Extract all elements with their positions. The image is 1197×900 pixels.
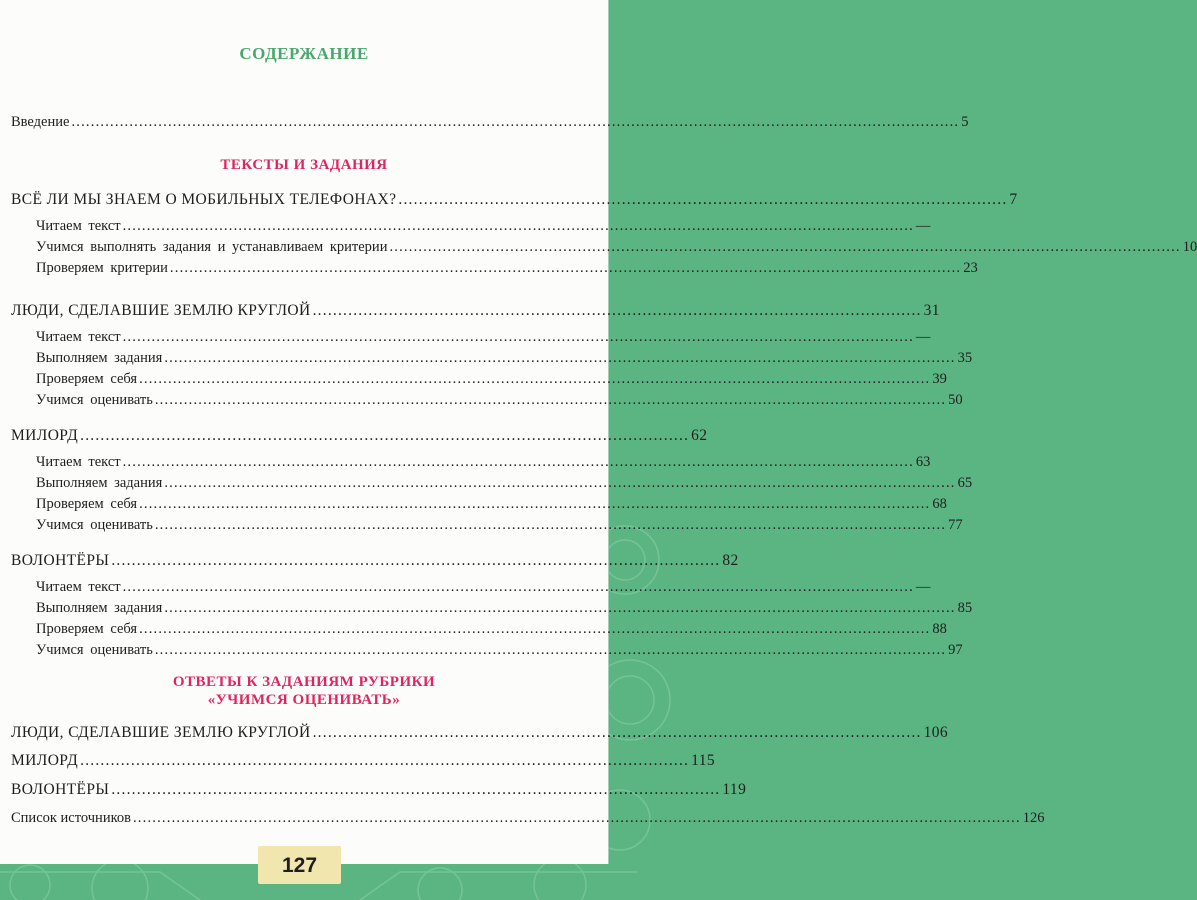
toc-subentry[interactable] [36,600,973,617]
toc-subentry-page: 68 [932,496,947,512]
toc-entry-intro[interactable] [11,114,969,131]
dot-leader: .................................................................................................................................................................... [154,517,947,533]
toc-section-title: ВОЛОНТЁРЫ [11,552,110,569]
toc-subentry[interactable] [36,454,931,471]
toc-subentry-page: 50 [948,392,963,408]
toc-subentry-page: — [915,579,931,595]
toc-answer-title: ЛЮДИ, СДЕЛАВШИЕ ЗЕМЛЮ КРУГЛОЙ [11,724,311,741]
toc-subentry[interactable] [36,218,931,235]
toc-subentry[interactable] [36,260,978,277]
dot-leader: ........................................................................................................................ [111,552,721,569]
toc-entry-page: 5 [961,114,969,130]
toc-answer-entry[interactable] [11,724,949,742]
toc-section-page: 31 [923,302,940,319]
dot-leader: ........................................................................................................................ [398,191,1008,208]
toc-subentry-label: Проверяем себя [36,371,138,387]
toc-entry-page: 126 [1022,810,1045,826]
toc-subentry[interactable] [36,392,963,409]
toc-section-page: 62 [691,427,708,444]
dot-leader: ........................................................................................................................ [80,427,690,444]
toc-subentry-page: 39 [932,371,947,387]
dot-leader: .................................................................................................................................................................... [154,392,947,408]
dot-leader: .................................................................................................................................................................... [139,496,931,512]
section-heading-answers-line1: ОТВЕТЫ К ЗАДАНИЯМ РУБРИКИ [172,674,436,690]
dot-leader: .................................................................................................................................................................... [164,475,956,491]
toc-answer-title: ВОЛОНТЁРЫ [11,781,110,798]
toc-subentry[interactable] [36,475,973,492]
dot-leader: .................................................................................................................................................................... [122,329,914,345]
dot-leader: ........................................................................................................................ [80,752,690,769]
toc-subentry-page: — [915,218,931,234]
toc-section-title: ЛЮДИ, СДЕЛАВШИЕ ЗЕМЛЮ КРУГЛОЙ [11,302,311,319]
toc-answer-page: 119 [722,781,747,798]
toc-subentry-label: Учимся оценивать [36,642,153,658]
dot-leader: .................................................................................................................................................................... [139,621,931,637]
toc-subentry-label: Проверяем себя [36,496,138,512]
toc-answer-page: 106 [923,724,949,741]
toc-subentry-label: Проверяем себя [36,621,138,637]
toc-subentry-page: 63 [915,454,931,470]
dot-leader: .................................................................................................................................................................... [122,579,914,595]
toc-subentry-label: Читаем текст [36,454,121,470]
toc-subentry-label: Выполняем задания [36,600,163,616]
toc-subentry-page: 65 [957,475,973,491]
toc-subentry-label: Читаем текст [36,329,121,345]
toc-subentry[interactable] [36,642,963,659]
toc-subentry-label: Учимся оценивать [36,392,153,408]
toc-subentry-page: 85 [957,600,973,616]
toc-section[interactable] [11,427,708,445]
toc-subentry[interactable] [36,621,947,638]
toc-subentry[interactable] [36,329,931,346]
toc-subentry-page: 77 [948,517,963,533]
toc-subentry-page: — [915,329,931,345]
dot-leader: .................................................................................................................................................................... [122,218,914,234]
toc-subentry-label: Проверяем критерии [36,260,168,276]
toc-section[interactable] [11,552,739,570]
toc-section-page: 7 [1009,191,1018,208]
toc-answer-entry[interactable] [11,781,747,799]
page-title: СОДЕРЖАНИЕ [239,44,369,63]
toc-subentry[interactable] [36,517,963,534]
toc-subentry[interactable] [36,239,1197,256]
dot-leader: ........................................................................................................................................................................................ [132,810,1021,826]
dot-leader: ........................................................................................................................ [111,781,721,798]
toc-answer-title: МИЛОРД [11,752,79,769]
toc-answer-page: 115 [691,752,715,769]
dot-leader: .................................................................................................................................................................... [389,239,1181,255]
toc-section-page: 82 [722,552,739,569]
toc-subentry-page: 88 [932,621,947,637]
dot-leader: .................................................................................................................................................................... [154,642,947,658]
section-heading-answers [0,673,608,709]
toc-subentry-page: 23 [963,260,978,276]
toc-section[interactable] [11,302,940,320]
toc-entry-sources[interactable] [11,810,1045,827]
toc-subentry-label: Учимся оценивать [36,517,153,533]
toc-entry-label: Список источников [11,810,131,826]
toc-subentry[interactable] [36,496,947,513]
dot-leader: .................................................................................................................................................................... [139,371,931,387]
toc-subentry[interactable] [36,371,947,388]
dot-leader: .................................................................................................................................................................... [122,454,914,470]
section-heading-answers-line2: «УЧИМСЯ ОЦЕНИВАТЬ» [207,692,401,708]
section-heading-texts: ТЕКСТЫ И ЗАДАНИЯ [220,157,388,173]
toc-entry-label: Введение [11,114,70,130]
toc-subentry-label: Учимся выполнять задания и устанавливаем критерии [36,239,388,255]
toc-subentry-page: 35 [957,350,973,366]
dot-leader: .................................................................................................................................................................... [169,260,962,276]
toc-section-title: ВСЁ ЛИ МЫ ЗНАЕМ О МОБИЛЬНЫХ ТЕЛЕФОНАХ? [11,191,397,208]
dot-leader: ........................................................................................................................ [312,724,922,741]
dot-leader: ........................................................................................................................ [312,302,922,319]
toc-subentry-label: Читаем текст [36,218,121,234]
toc-subentry-page: 10 [1182,239,1197,255]
toc-answer-entry[interactable] [11,752,715,770]
toc-subentry-label: Выполняем задания [36,350,163,366]
page-number: 127 [281,854,318,877]
toc-subentry[interactable] [36,350,973,367]
dot-leader: ........................................................................................................................................................................................ [71,114,960,130]
toc-section-title: МИЛОРД [11,427,79,444]
toc-subentry-label: Читаем текст [36,579,121,595]
toc-section[interactable] [11,191,1018,209]
dot-leader: .................................................................................................................................................................... [164,350,956,366]
toc-subentry-label: Выполняем задания [36,475,163,491]
toc-subentry[interactable] [36,579,931,596]
toc-subentry-page: 97 [948,642,963,658]
dot-leader: .................................................................................................................................................................... [164,600,956,616]
